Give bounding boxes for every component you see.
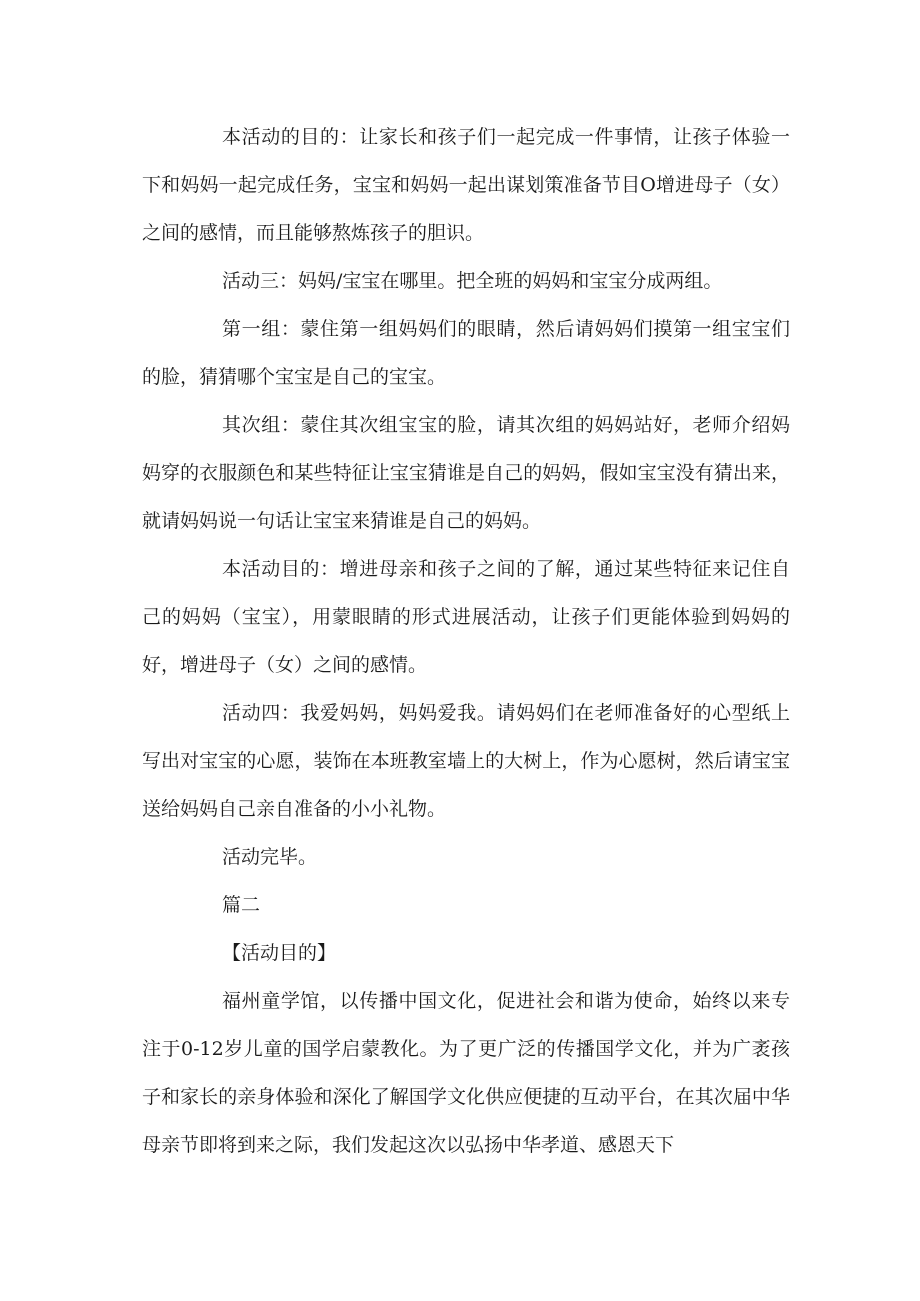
paragraph-activity-four: 活动四：我爱妈妈，妈妈爱我。请妈妈们在老师准备好的心型纸上写出对宝宝的心愿，装饰在本班教室墙上的大树上，作为心愿树，然后请宝宝送给妈妈自己亲自准备的小小礼物。: [142, 702, 790, 820]
section-heading-purpose: 【活动目的】: [222, 942, 337, 964]
paragraph-group-two: 其次组：蒙住其次组宝宝的脸，请其次组的妈妈站好，老师介绍妈妈穿的衣服颜色和某些特征让宝宝猜谁是自己的妈妈，假如宝宝没有猜出来，就请妈妈说一句话让宝宝来猜谁是自己的妈妈。: [142, 414, 790, 532]
section-title-part-two: 篇二: [222, 894, 261, 916]
paragraph-activity-three: 活动三：妈妈/宝宝在哪里。把全班的妈妈和宝宝分成两组。: [222, 270, 723, 292]
paragraph-fuzhou-intro: 福州童学馆，以传播中国文化，促进社会和谐为使命，始终以来专注于0-12岁儿童的国学启蒙教化。为了更广泛的传播国学文化，并为广袤孩子和家长的亲身体验和深化了解国学文化供应便捷的互动平台，在其次届中华母亲节即将到来之际，我们发起这次以弘扬中华孝道、感恩天下: [142, 990, 790, 1156]
paragraph-group-one: 第一组：蒙住第一组妈妈们的眼睛，然后请妈妈们摸第一组宝宝们的脸，猜猜哪个宝宝是自己的宝宝。: [142, 318, 790, 388]
paragraph-activity-purpose-2: 本活动目的：增进母亲和孩子之间的了解，通过某些特征来记住自己的妈妈（宝宝），用蒙眼睛的形式进展活动，让孩子们更能体验到妈妈的好，增进母子（女）之间的感情。: [142, 558, 790, 676]
paragraph-activity-purpose-1: 本活动的目的：让家长和孩子们一起完成一件事情，让孩子体验一下和妈妈一起完成任务，宝宝和妈妈一起出谋划策准备节目O增进母子（女）之间的感情，而且能够熬炼孩子的胆识。: [142, 126, 790, 244]
document-body: [142, 113, 790, 1169]
paragraph-activity-end: 活动完毕。: [222, 846, 318, 868]
